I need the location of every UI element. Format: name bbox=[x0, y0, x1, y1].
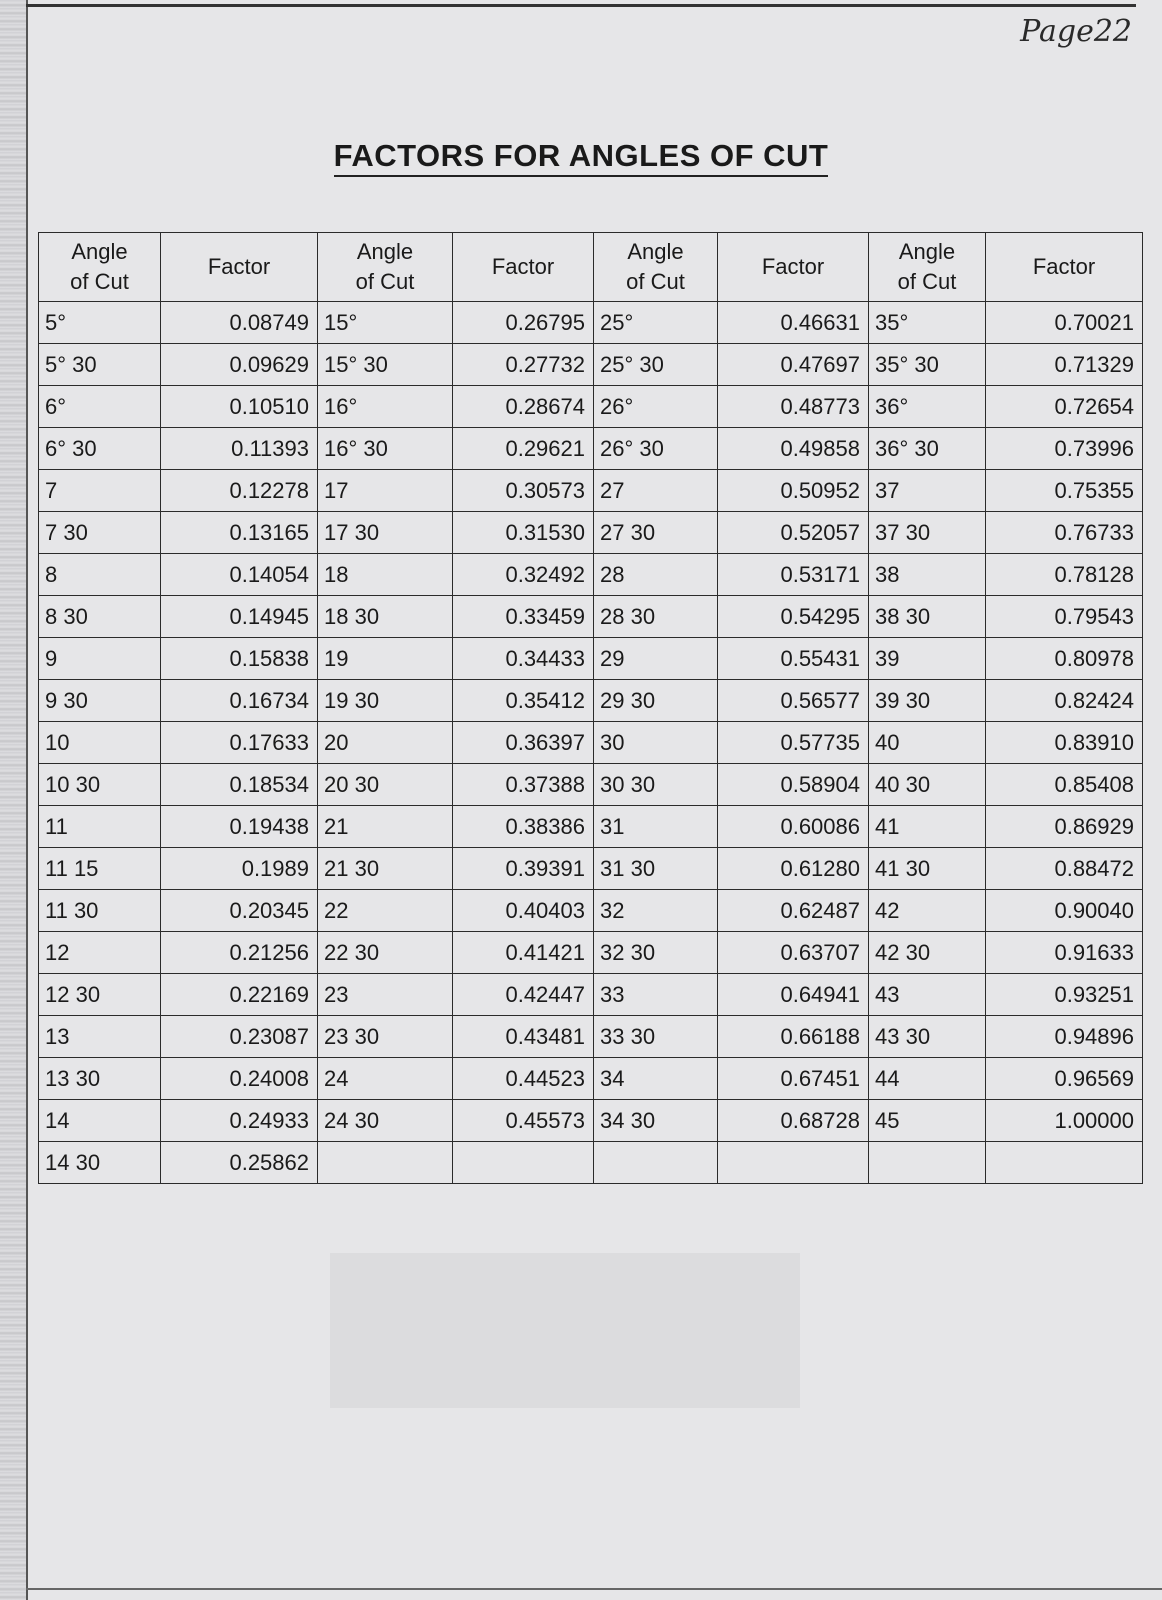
angle-cell: 23 30 bbox=[318, 1016, 453, 1058]
angle-cell: 15° bbox=[318, 302, 453, 344]
factor-cell: 0.33459 bbox=[453, 596, 594, 638]
factor-cell: 0.27732 bbox=[453, 344, 594, 386]
angle-cell: 5° 30 bbox=[39, 344, 161, 386]
factor-cell: 0.21256 bbox=[161, 932, 318, 974]
angle-cell: 27 30 bbox=[594, 512, 718, 554]
factor-cell: 0.24933 bbox=[161, 1100, 318, 1142]
angle-header: Angle of Cut bbox=[594, 233, 718, 302]
angle-cell: 14 bbox=[39, 1100, 161, 1142]
factor-cell: 0.23087 bbox=[161, 1016, 318, 1058]
angle-cell: 8 30 bbox=[39, 596, 161, 638]
angle-cell: 15° 30 bbox=[318, 344, 453, 386]
angle-cell: 31 30 bbox=[594, 848, 718, 890]
angle-cell bbox=[869, 1142, 986, 1184]
factor-cell: 0.96569 bbox=[986, 1058, 1143, 1100]
factor-cell: 0.22169 bbox=[161, 974, 318, 1016]
angle-cell: 28 30 bbox=[594, 596, 718, 638]
factor-cell: 0.39391 bbox=[453, 848, 594, 890]
angle-cell: 37 30 bbox=[869, 512, 986, 554]
angle-cell: 20 30 bbox=[318, 764, 453, 806]
table-row bbox=[39, 848, 1143, 890]
factor-cell: 0.43481 bbox=[453, 1016, 594, 1058]
factor-cell: 0.50952 bbox=[718, 470, 869, 512]
angle-cell: 17 30 bbox=[318, 512, 453, 554]
angle-cell: 25° bbox=[594, 302, 718, 344]
page-number: Page22 bbox=[1020, 14, 1132, 49]
factor-cell: 0.38386 bbox=[453, 806, 594, 848]
factor-cell: 0.83910 bbox=[986, 722, 1143, 764]
table-row bbox=[39, 302, 1143, 344]
factor-cell: 0.86929 bbox=[986, 806, 1143, 848]
angle-cell: 26° bbox=[594, 386, 718, 428]
factor-cell bbox=[986, 1142, 1143, 1184]
angle-cell: 7 30 bbox=[39, 512, 161, 554]
angle-cell: 11 30 bbox=[39, 890, 161, 932]
factor-cell: 0.41421 bbox=[453, 932, 594, 974]
factor-cell: 0.36397 bbox=[453, 722, 594, 764]
angle-cell: 43 30 bbox=[869, 1016, 986, 1058]
factor-cell: 0.76733 bbox=[986, 512, 1143, 554]
angle-cell: 21 30 bbox=[318, 848, 453, 890]
angle-cell: 42 30 bbox=[869, 932, 986, 974]
factor-cell: 0.11393 bbox=[161, 428, 318, 470]
factor-cell: 0.26795 bbox=[453, 302, 594, 344]
factor-cell: 0.29621 bbox=[453, 428, 594, 470]
angle-cell: 9 30 bbox=[39, 680, 161, 722]
factor-cell: 0.47697 bbox=[718, 344, 869, 386]
angle-cell: 19 bbox=[318, 638, 453, 680]
factor-cell: 0.32492 bbox=[453, 554, 594, 596]
table-row bbox=[39, 596, 1143, 638]
factor-cell: 0.1989 bbox=[161, 848, 318, 890]
factor-cell: 0.37388 bbox=[453, 764, 594, 806]
angle-cell: 18 30 bbox=[318, 596, 453, 638]
angle-cell: 41 30 bbox=[869, 848, 986, 890]
table-row bbox=[39, 512, 1143, 554]
factor-cell bbox=[718, 1142, 869, 1184]
angle-cell bbox=[318, 1142, 453, 1184]
angle-cell: 10 30 bbox=[39, 764, 161, 806]
angle-cell: 35° 30 bbox=[869, 344, 986, 386]
factor-cell: 0.24008 bbox=[161, 1058, 318, 1100]
angle-cell: 32 bbox=[594, 890, 718, 932]
factor-cell: 0.48773 bbox=[718, 386, 869, 428]
angle-cell: 12 bbox=[39, 932, 161, 974]
factor-cell: 0.85408 bbox=[986, 764, 1143, 806]
factor-header: Factor bbox=[986, 233, 1143, 302]
factor-cell: 0.80978 bbox=[986, 638, 1143, 680]
angle-header: Angle of Cut bbox=[39, 233, 161, 302]
factor-cell: 0.93251 bbox=[986, 974, 1143, 1016]
factor-cell: 0.14054 bbox=[161, 554, 318, 596]
factor-cell: 0.20345 bbox=[161, 890, 318, 932]
angle-cell: 18 bbox=[318, 554, 453, 596]
factor-cell: 0.72654 bbox=[986, 386, 1143, 428]
table-row bbox=[39, 680, 1143, 722]
table-row bbox=[39, 344, 1143, 386]
factor-cell: 0.16734 bbox=[161, 680, 318, 722]
angle-cell: 6° bbox=[39, 386, 161, 428]
factor-cell: 0.62487 bbox=[718, 890, 869, 932]
angle-cell: 32 30 bbox=[594, 932, 718, 974]
angle-cell: 25° 30 bbox=[594, 344, 718, 386]
factor-cell: 0.56577 bbox=[718, 680, 869, 722]
angle-cell: 39 30 bbox=[869, 680, 986, 722]
factor-cell: 0.70021 bbox=[986, 302, 1143, 344]
factor-cell: 0.58904 bbox=[718, 764, 869, 806]
factor-cell: 0.73996 bbox=[986, 428, 1143, 470]
factor-cell: 0.78128 bbox=[986, 554, 1143, 596]
scan-shadow bbox=[330, 1253, 800, 1408]
table-row bbox=[39, 890, 1143, 932]
angle-header: Angle of Cut bbox=[869, 233, 986, 302]
angle-cell: 6° 30 bbox=[39, 428, 161, 470]
angle-cell: 28 bbox=[594, 554, 718, 596]
factor-cell: 0.45573 bbox=[453, 1100, 594, 1142]
angle-cell: 33 30 bbox=[594, 1016, 718, 1058]
factor-cell: 0.35412 bbox=[453, 680, 594, 722]
factor-cell: 0.61280 bbox=[718, 848, 869, 890]
factor-cell: 0.60086 bbox=[718, 806, 869, 848]
factor-cell: 0.79543 bbox=[986, 596, 1143, 638]
factor-cell: 0.28674 bbox=[453, 386, 594, 428]
factor-cell: 0.49858 bbox=[718, 428, 869, 470]
factor-cell: 1.00000 bbox=[986, 1100, 1143, 1142]
factor-cell: 0.17633 bbox=[161, 722, 318, 764]
angle-cell: 36° bbox=[869, 386, 986, 428]
angle-cell: 5° bbox=[39, 302, 161, 344]
factor-cell: 0.88472 bbox=[986, 848, 1143, 890]
angle-cell: 29 bbox=[594, 638, 718, 680]
angle-cell: 17 bbox=[318, 470, 453, 512]
angle-cell: 39 bbox=[869, 638, 986, 680]
table-row bbox=[39, 428, 1143, 470]
angle-cell: 37 bbox=[869, 470, 986, 512]
factor-cell: 0.14945 bbox=[161, 596, 318, 638]
table-row bbox=[39, 764, 1143, 806]
angle-cell: 42 bbox=[869, 890, 986, 932]
table-row bbox=[39, 554, 1143, 596]
angle-cell: 34 30 bbox=[594, 1100, 718, 1142]
factor-cell: 0.44523 bbox=[453, 1058, 594, 1100]
factor-header: Factor bbox=[718, 233, 869, 302]
angle-cell: 45 bbox=[869, 1100, 986, 1142]
table-row bbox=[39, 974, 1143, 1016]
table-row bbox=[39, 932, 1143, 974]
factor-cell: 0.08749 bbox=[161, 302, 318, 344]
angle-cell: 35° bbox=[869, 302, 986, 344]
angle-cell: 22 bbox=[318, 890, 453, 932]
bottom-border-line bbox=[26, 1588, 1162, 1590]
table-body bbox=[39, 302, 1143, 1184]
angle-cell: 13 bbox=[39, 1016, 161, 1058]
table-row bbox=[39, 1058, 1143, 1100]
angle-cell: 22 30 bbox=[318, 932, 453, 974]
angle-cell: 16° bbox=[318, 386, 453, 428]
angle-cell: 41 bbox=[869, 806, 986, 848]
factor-cell: 0.09629 bbox=[161, 344, 318, 386]
angle-cell bbox=[594, 1142, 718, 1184]
angle-cell: 34 bbox=[594, 1058, 718, 1100]
angle-cell: 12 30 bbox=[39, 974, 161, 1016]
table-row bbox=[39, 806, 1143, 848]
angle-cell: 13 30 bbox=[39, 1058, 161, 1100]
factor-cell: 0.64941 bbox=[718, 974, 869, 1016]
angle-cell: 11 bbox=[39, 806, 161, 848]
factor-cell: 0.46631 bbox=[718, 302, 869, 344]
page-title bbox=[0, 138, 1162, 174]
table-row bbox=[39, 470, 1143, 512]
factor-cell: 0.15838 bbox=[161, 638, 318, 680]
factor-cell: 0.63707 bbox=[718, 932, 869, 974]
factor-cell: 0.18534 bbox=[161, 764, 318, 806]
factor-cell: 0.30573 bbox=[453, 470, 594, 512]
angle-cell: 43 bbox=[869, 974, 986, 1016]
angle-cell: 23 bbox=[318, 974, 453, 1016]
table-row bbox=[39, 1142, 1143, 1184]
angle-cell: 19 30 bbox=[318, 680, 453, 722]
factor-cell: 0.94896 bbox=[986, 1016, 1143, 1058]
top-border-line bbox=[26, 4, 1136, 7]
angle-cell: 11 15 bbox=[39, 848, 161, 890]
factor-cell: 0.90040 bbox=[986, 890, 1143, 932]
angle-cell: 38 bbox=[869, 554, 986, 596]
factor-cell: 0.68728 bbox=[718, 1100, 869, 1142]
factor-cell bbox=[453, 1142, 594, 1184]
angle-cell: 14 30 bbox=[39, 1142, 161, 1184]
table-row bbox=[39, 1100, 1143, 1142]
angle-cell: 20 bbox=[318, 722, 453, 764]
angle-cell: 16° 30 bbox=[318, 428, 453, 470]
table-row bbox=[39, 386, 1143, 428]
factor-header: Factor bbox=[453, 233, 594, 302]
angle-cell: 31 bbox=[594, 806, 718, 848]
page-binding-edge bbox=[0, 0, 28, 1600]
factors-table bbox=[38, 232, 1143, 1184]
factor-cell: 0.75355 bbox=[986, 470, 1143, 512]
angle-cell: 24 bbox=[318, 1058, 453, 1100]
factor-cell: 0.34433 bbox=[453, 638, 594, 680]
angle-cell: 38 30 bbox=[869, 596, 986, 638]
table-row bbox=[39, 638, 1143, 680]
factor-cell: 0.71329 bbox=[986, 344, 1143, 386]
factor-cell: 0.31530 bbox=[453, 512, 594, 554]
factor-cell: 0.40403 bbox=[453, 890, 594, 932]
factor-cell: 0.67451 bbox=[718, 1058, 869, 1100]
angle-cell: 40 bbox=[869, 722, 986, 764]
factor-cell: 0.25862 bbox=[161, 1142, 318, 1184]
factor-cell: 0.82424 bbox=[986, 680, 1143, 722]
angle-cell: 26° 30 bbox=[594, 428, 718, 470]
angle-cell: 29 30 bbox=[594, 680, 718, 722]
table-header-row bbox=[39, 233, 1143, 302]
angle-cell: 10 bbox=[39, 722, 161, 764]
factor-cell: 0.42447 bbox=[453, 974, 594, 1016]
factor-cell: 0.53171 bbox=[718, 554, 869, 596]
factor-cell: 0.52057 bbox=[718, 512, 869, 554]
factor-cell: 0.55431 bbox=[718, 638, 869, 680]
factor-cell: 0.91633 bbox=[986, 932, 1143, 974]
factor-cell: 0.54295 bbox=[718, 596, 869, 638]
angle-header: Angle of Cut bbox=[318, 233, 453, 302]
angle-cell: 21 bbox=[318, 806, 453, 848]
angle-cell: 33 bbox=[594, 974, 718, 1016]
factor-cell: 0.13165 bbox=[161, 512, 318, 554]
factor-header: Factor bbox=[161, 233, 318, 302]
angle-cell: 30 30 bbox=[594, 764, 718, 806]
factor-cell: 0.10510 bbox=[161, 386, 318, 428]
angle-cell: 9 bbox=[39, 638, 161, 680]
angle-cell: 7 bbox=[39, 470, 161, 512]
angle-cell: 40 30 bbox=[869, 764, 986, 806]
angle-cell: 8 bbox=[39, 554, 161, 596]
factor-cell: 0.57735 bbox=[718, 722, 869, 764]
angle-cell: 36° 30 bbox=[869, 428, 986, 470]
angle-cell: 30 bbox=[594, 722, 718, 764]
factor-cell: 0.12278 bbox=[161, 470, 318, 512]
factor-cell: 0.66188 bbox=[718, 1016, 869, 1058]
table-row bbox=[39, 1016, 1143, 1058]
page-title-text: FACTORS FOR ANGLES OF CUT bbox=[334, 138, 829, 177]
angle-cell: 27 bbox=[594, 470, 718, 512]
angle-cell: 44 bbox=[869, 1058, 986, 1100]
angle-cell: 24 30 bbox=[318, 1100, 453, 1142]
left-border-line bbox=[26, 0, 28, 1600]
factor-cell: 0.19438 bbox=[161, 806, 318, 848]
table-row bbox=[39, 722, 1143, 764]
